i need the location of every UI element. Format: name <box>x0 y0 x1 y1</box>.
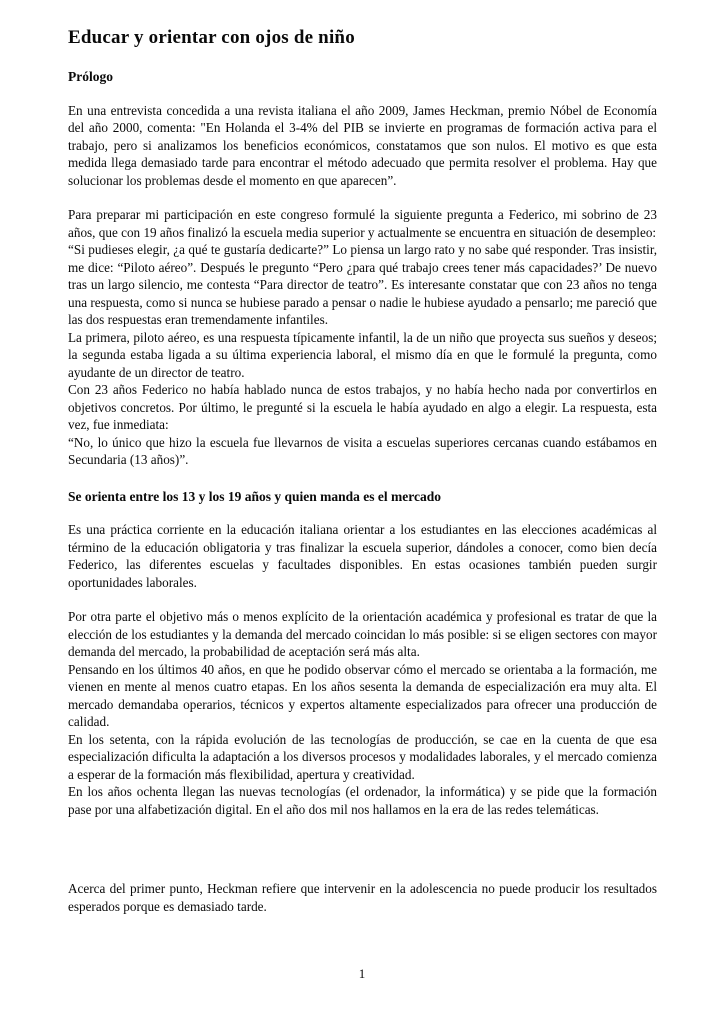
page-number: 1 <box>358 966 366 981</box>
section-heading-prologo: Prólogo <box>68 69 113 84</box>
paragraph: “Si pudieses elegir, ¿a qué te gustaría dedicarte?” Lo piensa un largo rato y no sabe qué responder. Tras insistir, me dice: “Piloto aéreo”. Después le pregunto “Pero ¿para qué trabajo crees tener más capacidades?’ De nuevo tras un largo silencio, me contesta “Para director de teatro”. Es interesante constatar que con 23 años no tenga una respuesta, como si nunca se hubiese parado a pensar o nadie le hubiese ayudado a pensarlo; me pareció que las dos respuestas eran tremendamente infantiles. <box>68 242 657 327</box>
paragraph: En los años ochenta llegan las nuevas tecnologías (el ordenador, la informática) y se pide que la formación pase por una alfabetización digital. En el año dos mil nos hallamos en la era de las redes telemáticas. <box>68 784 657 817</box>
paragraph: Pensando en los últimos 40 años, en que he podido observar cómo el mercado se orientaba a la formación, me vienen en mente al menos cuatro etapas. En los años sesenta la demanda de especialización era muy alta. El mercado demandaba operarios, técnicos y expertos altamente especializados para ofrecer una producción de calidad. <box>68 661 657 729</box>
paragraph: Con 23 años Federico no había hablado nunca de estos trabajos, y no había hecho nada por convertirlos en objetivos concretos. Por último, le pregunté si la escuela le había ayudado en algo a elegir. La respuesta, esta vez, fue inmediata: <box>68 382 657 432</box>
document-title: Educar y orientar con ojos de niño <box>68 27 355 48</box>
paragraph: En una entrevista concedida a una revista italiana el año 2009, James Heckman, premio Nóbel de Economía del año 2000, comenta: "En Holanda el 3-4% del PIB se invierte en programas de formación activa para el trabajo, pero si analizamos los beneficios económicos, constatamos que son nulos. El motivo es que esta medida llega demasiado tarde para encontrar el método adecuado que permita resolver el problema. Hay que solucionar los problemas desde el momento en que aparecen”. <box>68 102 657 188</box>
paragraph: Acerca del primer punto, Heckman refiere que intervenir en la adolescencia no puede producir los resultados esperados porque es demasiado tarde. <box>68 881 657 914</box>
paragraph: En los setenta, con la rápida evolución de las tecnologías de producción, se cae en la cuenta de que esa especialización dificulta la adaptación a los diversos procesos y modalidades laborales, y el mercado comienza a esperar de la formación más flexibilidad, apertura y creatividad. <box>68 731 657 782</box>
section-heading-mercado: Se orienta entre los 13 y los 19 años y quien manda es el mercado <box>68 488 441 504</box>
paragraph: La primera, piloto aéreo, es una respuesta típicamente infantil, la de un niño que proyecta sus sueños y deseos; la segunda estaba ligada a su última experiencia laboral, el mismo día en que le formulé la pregunta, como ayudante de un director de teatro. <box>68 329 657 380</box>
paragraph: Es una práctica corriente en la educación italiana orientar a los estudiantes en las elecciones académicas al término de la educación obligatoria y tras finalizar la escuela superior, dándoles a conocer, como bien decía Federico, las diferentes escuelas y facultades disponibles. En estas ocasiones también pueden surgir oportunidades laborales. <box>68 522 657 590</box>
paragraph: “No, lo único que hizo la escuela fue llevarnos de visita a escuelas superiores cercanas cuando estábamos en Secundaria (13 años)”. <box>68 434 657 467</box>
paragraph: Para preparar mi participación en este congreso formulé la siguiente pregunta a Federico, mi sobrino de 23 años, que con 19 años finalizó la escuela media superior y actualmente se encuentra en situación de desempleo: <box>68 207 657 240</box>
paragraph: Por otra parte el objetivo más o menos explícito de la orientación académica y profesional es tratar de que la elección de los estudiantes y la demanda del mercado coincidan lo más posible: si se eligen sectores con mayor demanda del mercado, la probabilidad de aceptación será más alta. <box>68 609 657 659</box>
